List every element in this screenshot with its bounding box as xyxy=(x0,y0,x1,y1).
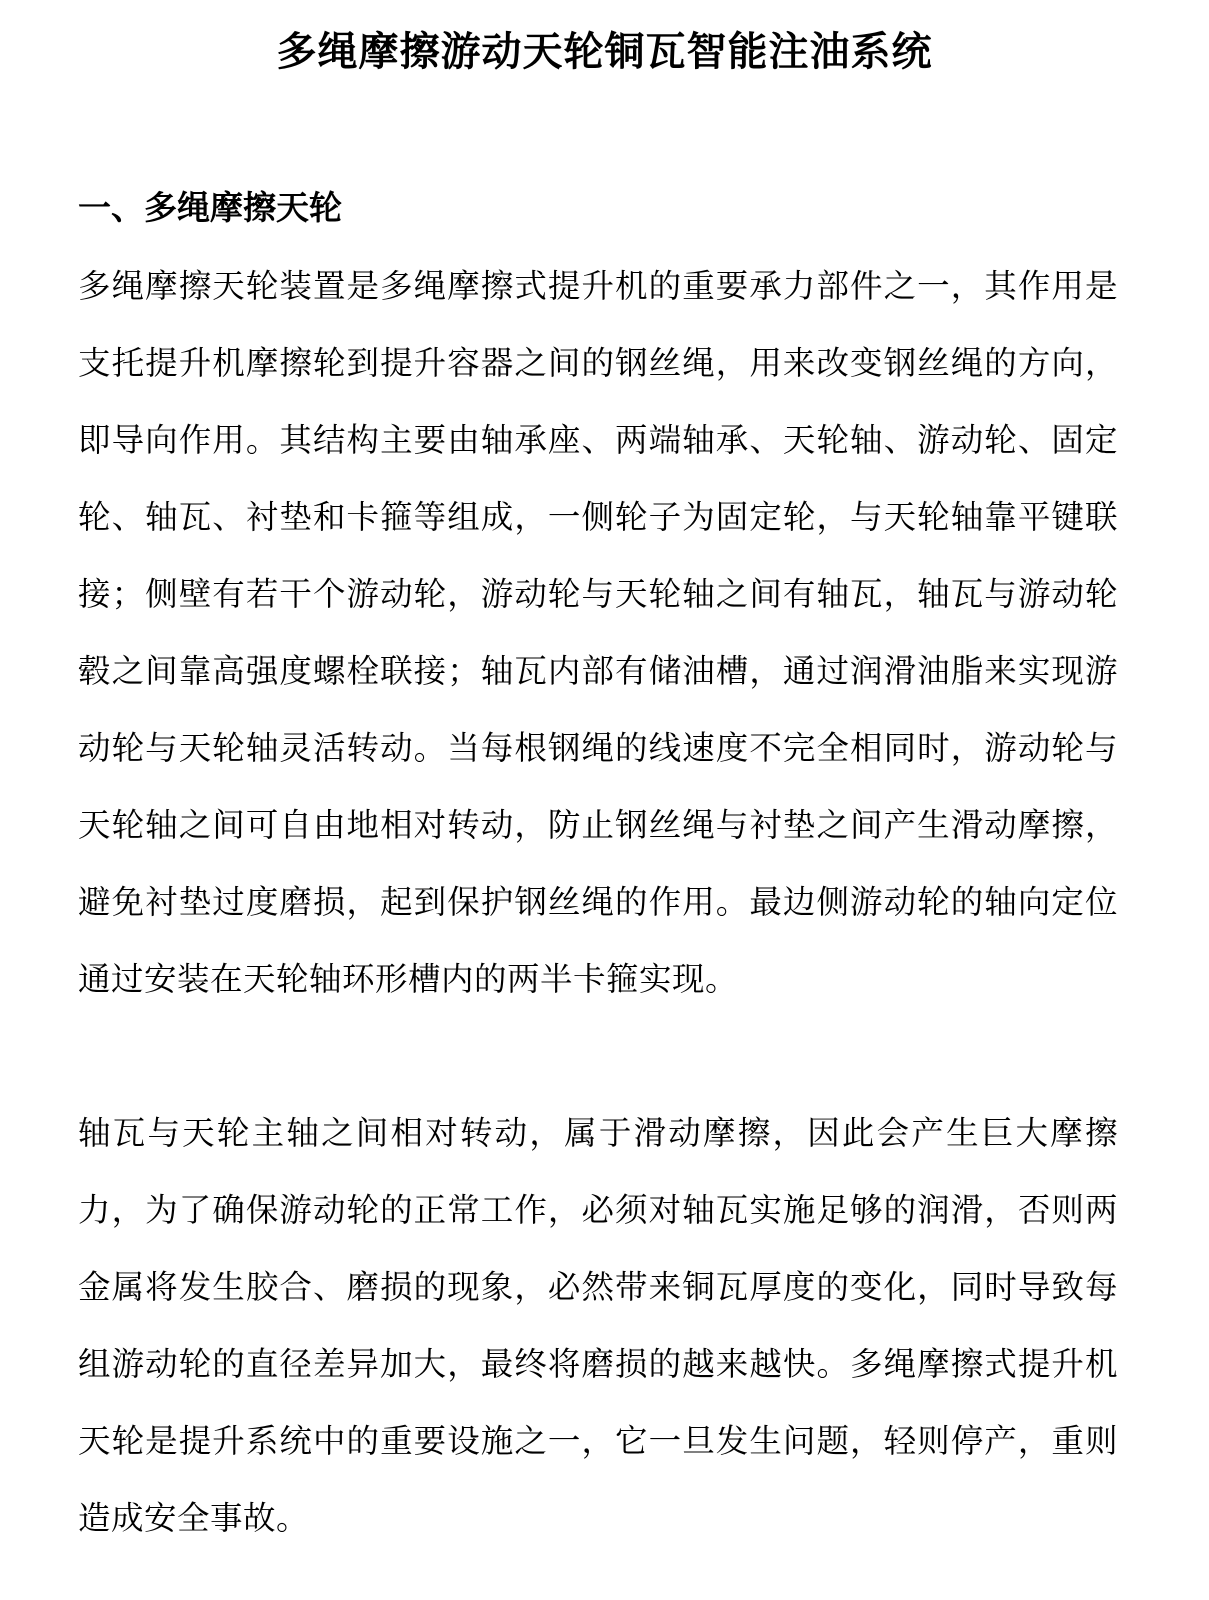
paragraph-2: 轴瓦与天轮主轴之间相对转动，属于滑动摩擦，因此会产生巨大摩擦力，为了确保游动轮的正常工作，必须对轴瓦实施足够的润滑，否则两金属将发生胶合、磨损的现象，必然带来铜瓦厚度的变化，同时导致每组游动轮的直径差异加大，最终将磨损的越来越快。多绳摩擦式提升机天轮是提升系统中的重要设施之一，它一旦发生问题，轻则停产，重则造成安全事故。 xyxy=(78,1114,1118,1537)
document-title: 多绳摩擦游动天轮铜瓦智能注油系统 xyxy=(276,29,933,75)
section-heading: 一、多绳摩擦天轮 xyxy=(78,188,342,227)
paragraph-1: 多绳摩擦天轮装置是多绳摩擦式提升机的重要承力部件之一，其作用是支托提升机摩擦轮到提升容器之间的钢丝绳，用来改变钢丝绳的方向，即导向作用。其结构主要由轴承座、两端轴承、天轮轴、游动轮、固定轮、轴瓦、衬垫和卡箍等组成，一侧轮子为固定轮，与天轮轴靠平键联接；侧壁有若干个游动轮，游动轮与天轮轴之间有轴瓦，轴瓦与游动轮毂之间靠高强度螺栓联接；轴瓦内部有储油槽，通过润滑油脂来实现游动轮与天轮轴灵活转动。当每根钢绳的线速度不完全相同时，游动轮与天轮轴之间可自由地相对转动，防止钢丝绳与衬垫之间产生滑动摩擦，避免衬垫过度磨损，起到保护钢丝绳的作用。最边侧游动轮的轴向定位通过安装在天轮轴环形槽内的两半卡箍实现。 xyxy=(78,267,1118,998)
